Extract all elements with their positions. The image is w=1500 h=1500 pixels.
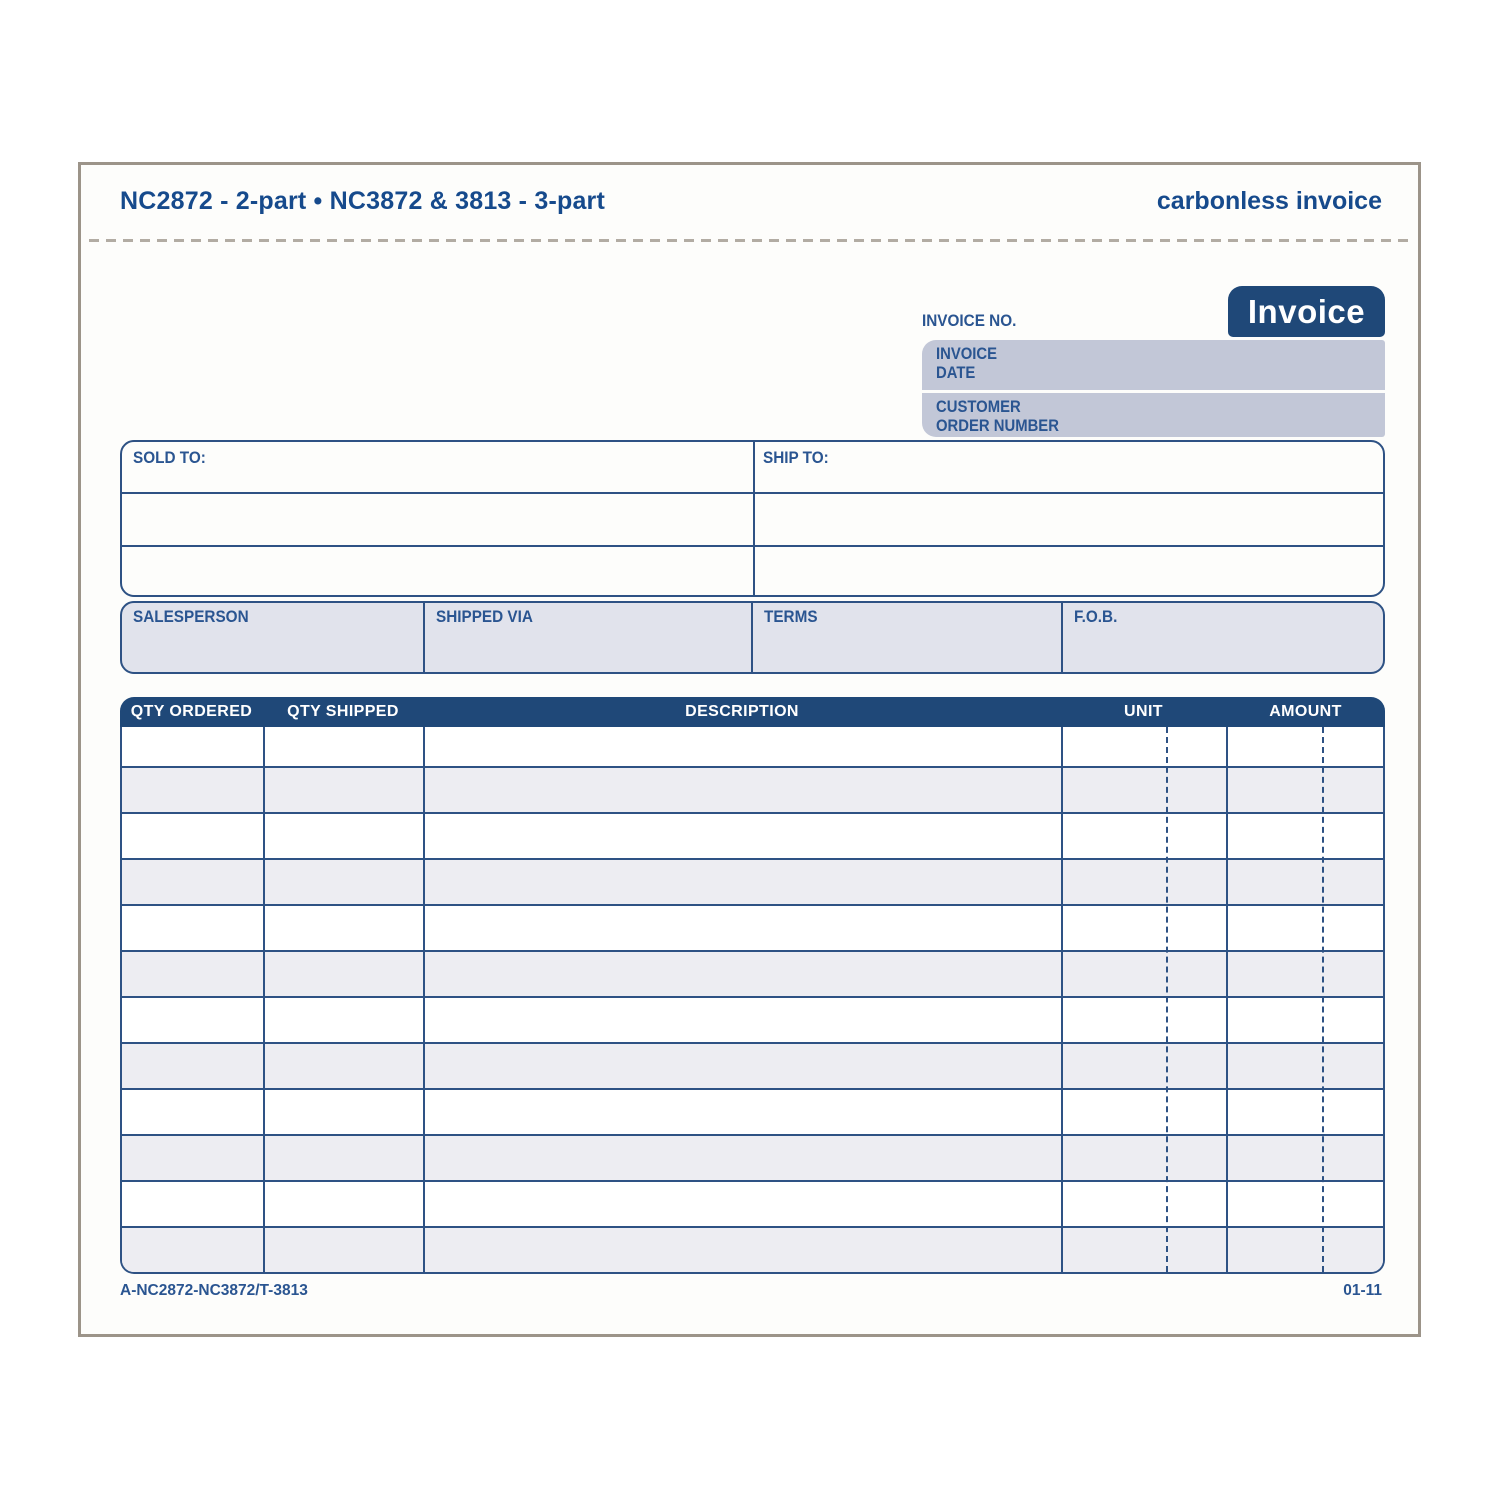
cell-amount xyxy=(1228,1090,1383,1134)
cell-qty-shipped xyxy=(265,906,425,950)
cell-amount xyxy=(1228,768,1383,812)
cell-amount xyxy=(1228,1044,1383,1088)
cell-description xyxy=(425,1228,1063,1272)
cell-qty-ordered xyxy=(122,906,265,950)
column-header-qty-shipped: QTY SHIPPED xyxy=(287,703,399,720)
cell-qty-shipped xyxy=(265,727,425,766)
cell-qty-ordered xyxy=(122,727,265,766)
sold-to-label: SOLD TO: xyxy=(133,448,206,467)
line-item-row xyxy=(122,996,1383,1042)
cell-qty-ordered xyxy=(122,1090,265,1134)
invoice-date-field xyxy=(922,340,1385,390)
cell-qty-ordered xyxy=(122,1136,265,1180)
line-items-header xyxy=(120,697,1385,727)
cell-description xyxy=(425,768,1063,812)
cell-unit xyxy=(1063,1182,1228,1226)
cell-unit xyxy=(1063,998,1228,1042)
cell-amount xyxy=(1228,727,1383,766)
invoice-date-label-line2: DATE xyxy=(936,363,976,382)
product-codes-text xyxy=(120,187,605,216)
cell-amount xyxy=(1228,1182,1383,1226)
cell-qty-shipped xyxy=(265,814,425,858)
cell-description xyxy=(425,906,1063,950)
line-item-row xyxy=(122,904,1383,950)
cell-description xyxy=(425,1136,1063,1180)
customer-order-label-line2: ORDER NUMBER xyxy=(936,416,1059,435)
cell-qty-ordered xyxy=(122,998,265,1042)
cell-amount xyxy=(1228,906,1383,950)
cell-qty-shipped xyxy=(265,952,425,996)
cell-description xyxy=(425,998,1063,1042)
line-item-row xyxy=(122,1180,1383,1226)
cell-description xyxy=(425,1090,1063,1134)
cell-qty-shipped xyxy=(265,998,425,1042)
address-rule-line xyxy=(122,492,1383,494)
cell-unit xyxy=(1063,1228,1228,1272)
invoice-badge-label: Invoice xyxy=(1247,292,1366,330)
cell-unit xyxy=(1063,768,1228,812)
fob-field: F.O.B. xyxy=(1074,607,1118,626)
cell-qty-ordered xyxy=(122,768,265,812)
cell-qty-ordered xyxy=(122,1228,265,1272)
footer-revision-date: 01-11 xyxy=(1343,1282,1382,1299)
invoice-header-panel xyxy=(922,340,1385,437)
invoice-badge xyxy=(1228,286,1385,337)
column-header-qty-ordered: QTY ORDERED xyxy=(130,703,253,720)
customer-order-number-field xyxy=(922,393,1385,437)
ship-to-label: SHIP TO: xyxy=(763,448,829,467)
column-header-amount: AMOUNT xyxy=(1269,703,1342,720)
cell-qty-ordered xyxy=(122,1182,265,1226)
line-item-row xyxy=(122,812,1383,858)
cell-qty-shipped xyxy=(265,1136,425,1180)
cell-unit xyxy=(1063,727,1228,766)
cell-amount xyxy=(1228,1136,1383,1180)
cell-qty-ordered xyxy=(122,814,265,858)
line-item-row xyxy=(122,727,1383,766)
cell-amount xyxy=(1228,952,1383,996)
cell-description xyxy=(425,952,1063,996)
cell-unit xyxy=(1063,906,1228,950)
cell-unit xyxy=(1063,1090,1228,1134)
footer-form-number: A-NC2872-NC3872/T-3813 xyxy=(120,1282,308,1299)
cell-description xyxy=(425,727,1063,766)
shipped-via-field: SHIPPED VIA xyxy=(425,603,753,672)
cell-amount xyxy=(1228,998,1383,1042)
line-item-row xyxy=(122,766,1383,812)
address-rule-line xyxy=(122,545,1383,547)
meta-strip xyxy=(120,601,1385,674)
terms-field: TERMS xyxy=(753,603,1063,672)
product-codes-label: NC2872 - 2-part • NC3872 & 3813 - 3-part xyxy=(120,187,606,215)
cell-qty-shipped xyxy=(265,1090,425,1134)
line-items-body xyxy=(120,727,1385,1274)
column-header-unit: UNIT xyxy=(1124,703,1163,720)
cell-amount xyxy=(1228,860,1383,904)
line-items-table xyxy=(120,697,1385,1274)
cell-qty-shipped xyxy=(265,860,425,904)
product-type-text xyxy=(1157,187,1382,216)
cell-unit xyxy=(1063,1044,1228,1088)
cell-amount xyxy=(1228,1228,1383,1272)
cell-unit xyxy=(1063,860,1228,904)
line-item-row xyxy=(122,1134,1383,1180)
perforation-dashed-line xyxy=(89,239,1410,242)
cell-qty-shipped xyxy=(265,1182,425,1226)
cell-qty-shipped xyxy=(265,768,425,812)
cell-amount xyxy=(1228,814,1383,858)
address-divider-vertical xyxy=(753,442,755,595)
cell-qty-ordered xyxy=(122,860,265,904)
line-item-row xyxy=(122,1226,1383,1272)
cell-qty-ordered xyxy=(122,1044,265,1088)
cell-unit xyxy=(1063,814,1228,858)
cell-unit xyxy=(1063,1136,1228,1180)
customer-order-label-line1: CUSTOMER xyxy=(936,398,1021,416)
line-item-row xyxy=(122,1042,1383,1088)
cell-description xyxy=(425,1182,1063,1226)
cell-unit xyxy=(1063,952,1228,996)
invoice-date-label-line1: INVOICE xyxy=(936,345,998,363)
address-box xyxy=(120,440,1385,597)
cell-description xyxy=(425,1044,1063,1088)
cell-qty-shipped xyxy=(265,1044,425,1088)
line-item-row xyxy=(122,1088,1383,1134)
cell-qty-shipped xyxy=(265,1228,425,1272)
cell-description xyxy=(425,860,1063,904)
salesperson-field: SALESPERSON xyxy=(122,603,425,672)
invoice-form-sheet xyxy=(78,162,1421,1337)
cell-qty-ordered xyxy=(122,952,265,996)
column-header-description: DESCRIPTION xyxy=(685,703,799,720)
cell-description xyxy=(425,814,1063,858)
line-item-row xyxy=(122,858,1383,904)
invoice-no-label: INVOICE NO. xyxy=(922,311,1017,330)
product-type-label: carbonless invoice xyxy=(1156,187,1382,215)
line-item-row xyxy=(122,950,1383,996)
